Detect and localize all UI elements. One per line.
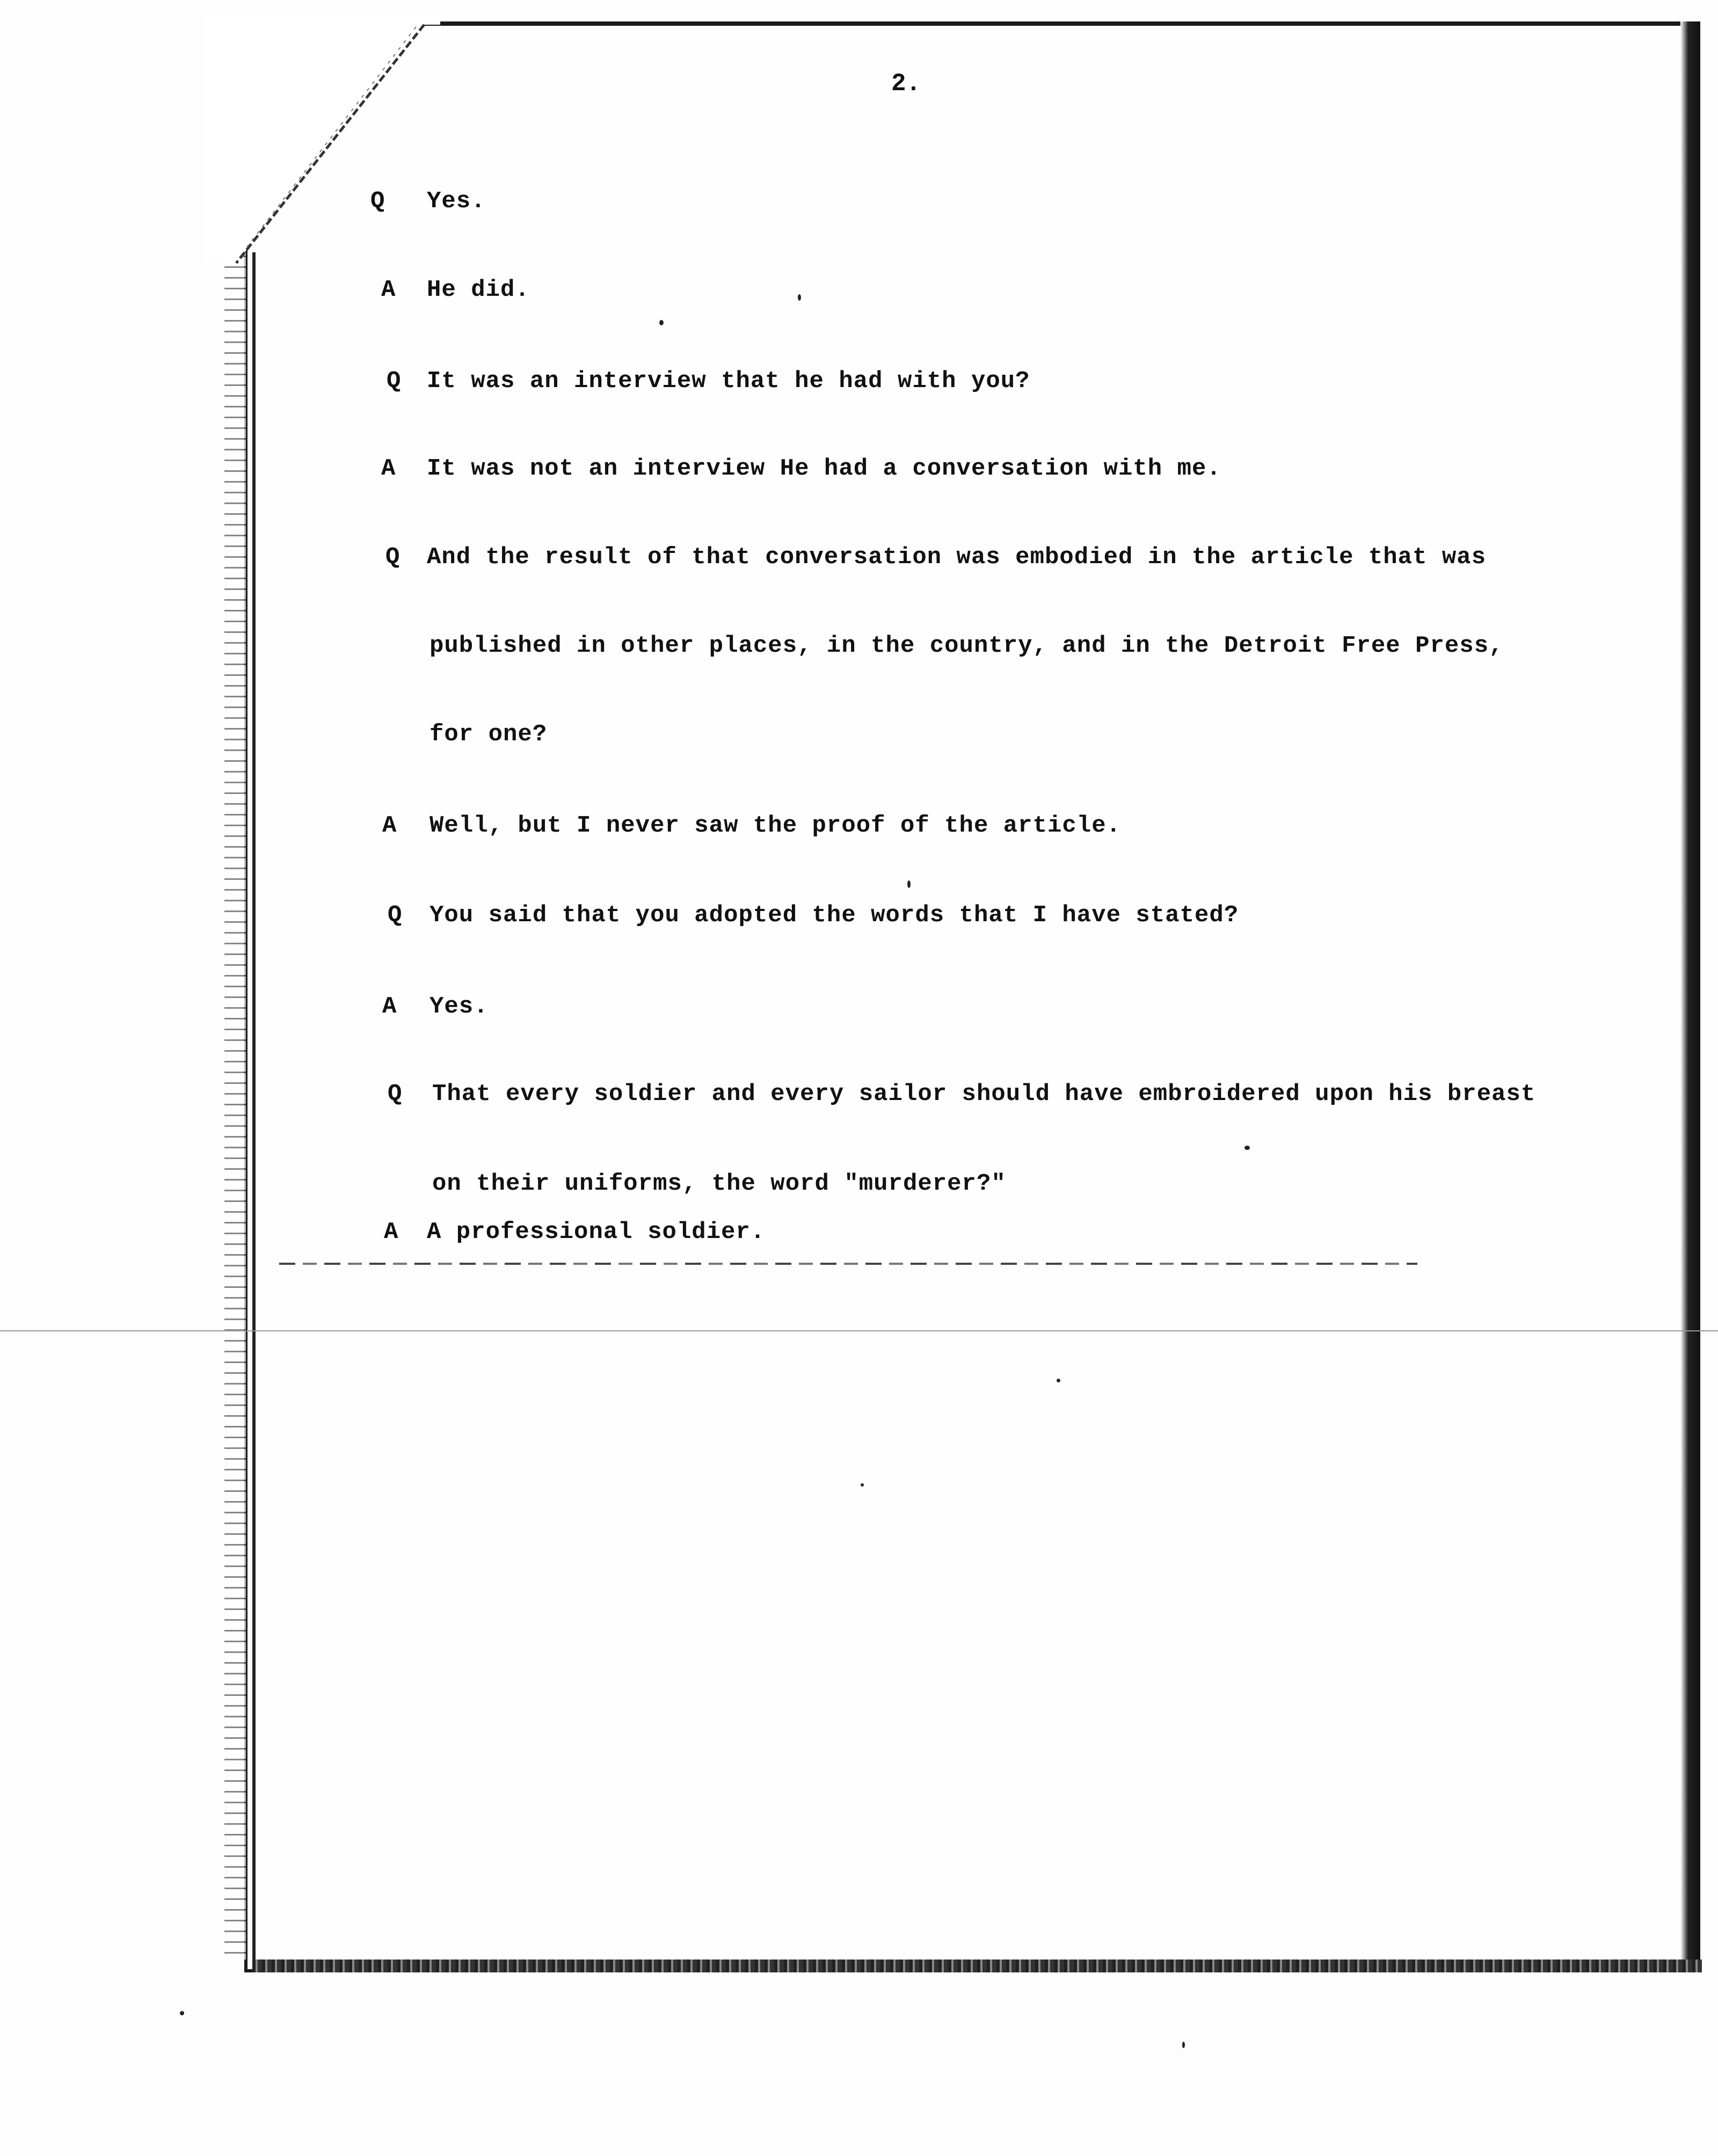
scan-speck — [1057, 1379, 1060, 1382]
speaker-label: Q — [388, 1081, 402, 1108]
testimony-line: Yes. — [430, 993, 489, 1020]
testimony-line: That every soldier and every sailor should have embroidered upon his breast — [432, 1081, 1536, 1108]
scan-speck — [1244, 1146, 1250, 1150]
scan-speck — [180, 2011, 184, 2015]
speaker-label: Q — [387, 368, 401, 395]
testimony-line: Well, but I never saw the proof of the article. — [430, 812, 1122, 839]
page-edge-bottom — [252, 1960, 1702, 1972]
fold-line — [0, 1330, 1718, 1331]
scan-speck — [907, 880, 911, 888]
testimony-line: It was not an interview He had a conversation with me. — [427, 455, 1221, 482]
page-number: 2. — [891, 70, 921, 98]
testimony-line: It was an interview that he had with you? — [427, 368, 1030, 395]
speaker-label: A — [381, 455, 396, 482]
scan-speck — [659, 320, 664, 325]
page-edge-right — [1680, 21, 1700, 1965]
page-left-rule — [252, 252, 256, 1960]
speaker-label: Q — [388, 902, 402, 929]
testimony-line: A professional soldier. — [427, 1219, 766, 1245]
testimony-line: He did. — [427, 276, 530, 303]
torn-edge-line — [279, 1263, 1417, 1265]
testimony-line: And the result of that conversation was embodied in the article that was — [427, 544, 1487, 571]
testimony-line: Yes. — [427, 188, 486, 215]
scan-speck — [798, 294, 801, 301]
speaker-label: Q — [370, 188, 385, 215]
testimony-line: published in other places, in the country, and in the Detroit Free Press, — [430, 632, 1504, 659]
scan-speck — [861, 1483, 864, 1487]
speaker-label: A — [384, 1219, 398, 1245]
testimony-line: on their uniforms, the word "murderer?" — [432, 1170, 1006, 1197]
speaker-label: Q — [385, 544, 400, 571]
speaker-label: A — [382, 993, 397, 1020]
torn-corner — [204, 11, 440, 268]
speaker-label: A — [382, 812, 397, 839]
page-edge-left — [224, 252, 246, 1960]
testimony-line: You said that you adopted the words that I have stated? — [430, 902, 1239, 929]
speaker-label: A — [381, 276, 396, 303]
scan-speck — [1182, 2042, 1185, 2048]
testimony-line: for one? — [430, 721, 548, 748]
